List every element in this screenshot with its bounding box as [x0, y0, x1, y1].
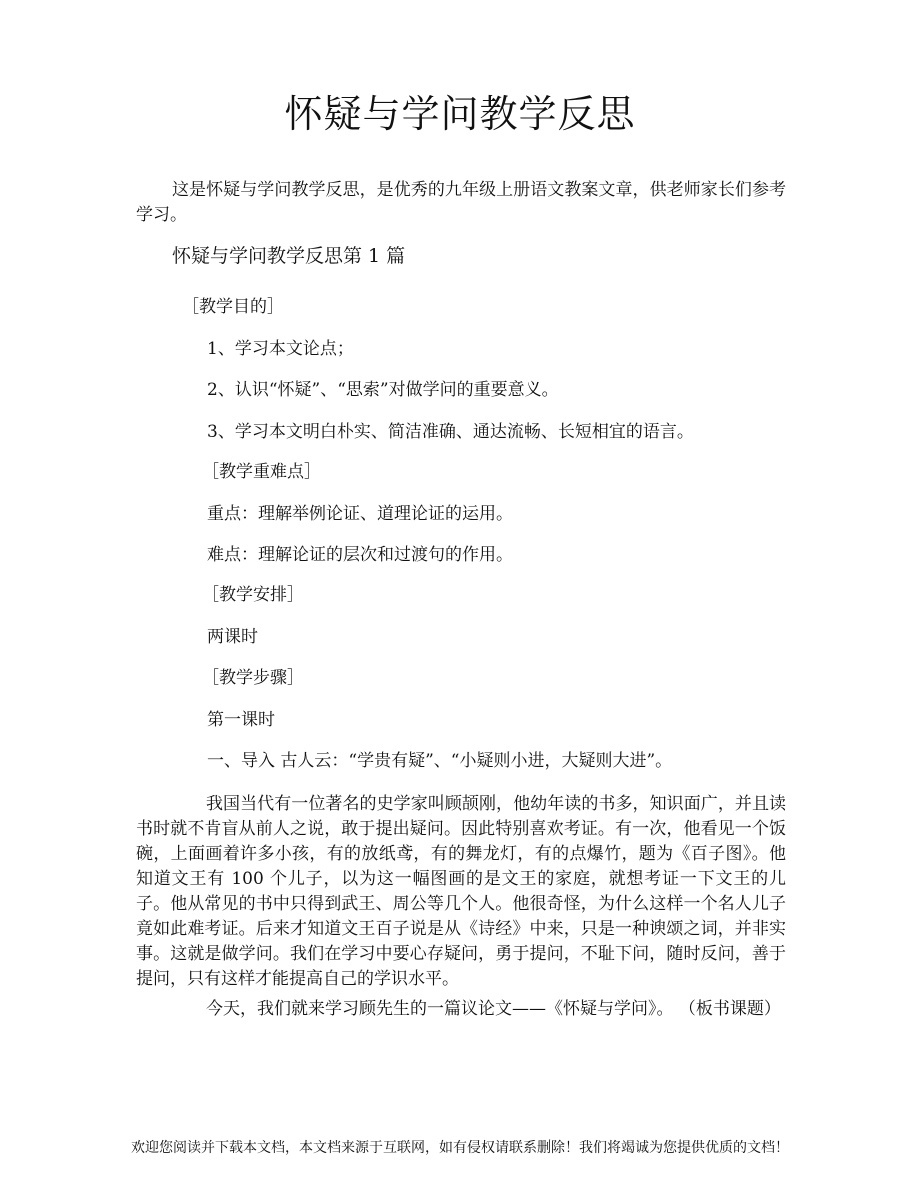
- arrangement-text: 两课时: [207, 627, 258, 647]
- footer-notice: 欢迎您阅读并下载本文档，本文档来源于互联网，如有侵权请联系删除！我们将竭诚为您提供优质的文档！: [131, 1140, 789, 1156]
- story-paragraph: 我国当代有一位著名的史学家叫顾颉刚，他幼年读的书多，知识面广，并且读书时就不肯盲从前人之说，敢于提出疑问。因此特别喜欢考证。有一次，他看见一个饭碗，上面画着许多小孩，有的放纸鸢，有的舞龙灯，有的点爆竹，题为《百子图》。他知道文王有 100 个儿子，以为这一幅图画的是文王的家庭，就想考证一下文王的儿子。他从常见的书中只得到武王、周公等几个人。他很奇怪，为什么这样一个名人儿子竟如此难考证。后来才知道文王百子说是从《诗经》中来，只是一种谀颂之词，并非实事。这就是做学问。我们在学习中要心存疑问，勇于提问，不耻下问，随时反问，善于提问，只有这样才能提高自己的学识水平。: [136, 794, 786, 989]
- key-points-header: ［教学重难点］: [202, 462, 321, 482]
- objective-item: 1、学习本文论点；: [207, 339, 354, 359]
- difficult-point: 难点：理解论证的层次和过渡句的作用。: [207, 545, 513, 565]
- today-paragraph: 今天，我们就来学习顾先生的一篇议论文——《怀疑与学问》。 （板书课题）: [206, 999, 781, 1019]
- page-title: 怀疑与学问教学反思: [284, 92, 636, 136]
- intro-paragraph: 这是怀疑与学问教学反思，是优秀的九年级上册语文教案文章，供老师家长们参考学习。: [136, 180, 786, 225]
- arrangement-header: ［教学安排］: [202, 585, 304, 605]
- lesson-one-label: 第一课时: [207, 710, 275, 730]
- steps-header: ［教学步骤］: [202, 668, 304, 688]
- objectives-header: ［教学目的］: [182, 297, 284, 317]
- section-heading: 怀疑与学问教学反思第 1 篇: [172, 245, 406, 267]
- objective-item: 3、学习本文明白朴实、简洁准确、通达流畅、长短相宜的语言。: [207, 422, 694, 442]
- objective-item: 2、认识“怀疑”、“思索”对做学问的重要意义。: [207, 380, 559, 400]
- intro-step: 一、导入 古人云：“学贵有疑”、“小疑则小进，大疑则大进”。: [207, 751, 673, 771]
- key-point: 重点：理解举例论证、道理论证的运用。: [207, 504, 513, 524]
